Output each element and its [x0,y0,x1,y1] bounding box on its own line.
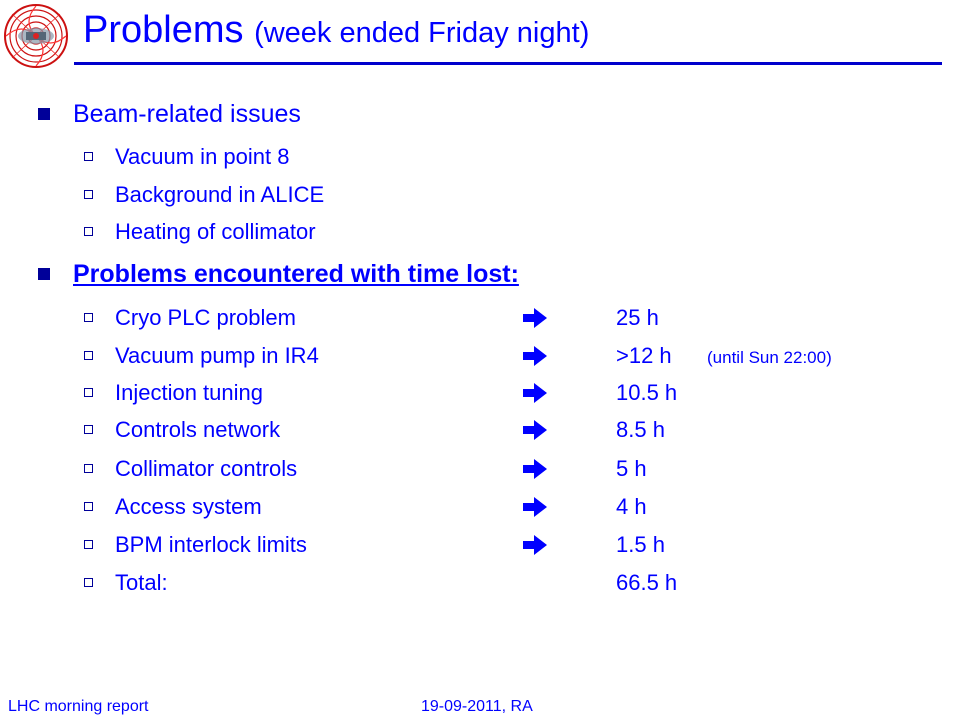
time-lost-note: (until Sun 22:00) [707,348,832,367]
time-lost-value: 4 h [616,494,647,519]
total-label: Total: [115,570,168,595]
hollow-square-bullet-icon [84,313,93,322]
slide-title [83,8,589,55]
problem-label: Controls network [115,417,281,442]
time-lost-value: 25 h [616,305,659,330]
hollow-square-bullet-icon [84,464,93,473]
bullet-heading: Beam-related issues [73,100,301,128]
item-label: Background in ALICE [115,182,325,207]
hollow-square-bullet-icon [84,351,93,360]
item-label: Heating of collimator [115,219,316,244]
total-value: 66.5 h [616,570,678,595]
square-bullet-icon [38,268,50,280]
time-lost-value: 8.5 h [616,417,665,442]
right-arrow-icon [520,531,550,559]
problem-label: BPM interlock limits [115,532,307,557]
title-underline [74,62,942,65]
right-arrow-icon [520,342,550,370]
right-arrow-icon [520,455,550,483]
hollow-square-bullet-icon [84,152,93,161]
right-arrow-icon [520,416,550,444]
time-lost-value: 5 h [616,456,647,481]
time-lost-value: 1.5 h [616,532,665,557]
footer-date: 19-09-2011, RA [421,698,533,715]
hollow-square-bullet-icon [84,425,93,434]
time-lost-value: 10.5 h [616,380,678,405]
right-arrow-icon [520,304,550,332]
hollow-square-bullet-icon [84,227,93,236]
hollow-square-bullet-icon [84,540,93,549]
hollow-square-bullet-icon [84,502,93,511]
time-lost-value: >12 h [616,343,672,368]
right-arrow-icon [520,379,550,407]
lhc-logo [2,2,70,70]
square-bullet-icon [38,108,50,120]
hollow-square-bullet-icon [84,578,93,587]
problem-label: Access system [115,494,262,519]
hollow-square-bullet-icon [84,388,93,397]
problem-label: Cryo PLC problem [115,305,296,330]
item-label: Vacuum in point 8 [115,144,290,169]
hollow-square-bullet-icon [84,190,93,199]
right-arrow-icon [520,493,550,521]
bullet-heading: Problems encountered with time lost: [73,260,519,288]
problem-label: Collimator controls [115,456,298,481]
title-main: Problems [83,9,244,51]
problem-label: Injection tuning [115,380,263,405]
title-sub: (week ended Friday night) [254,17,590,49]
footer-left: LHC morning report [8,698,149,715]
problem-label: Vacuum pump in IR4 [115,343,319,368]
